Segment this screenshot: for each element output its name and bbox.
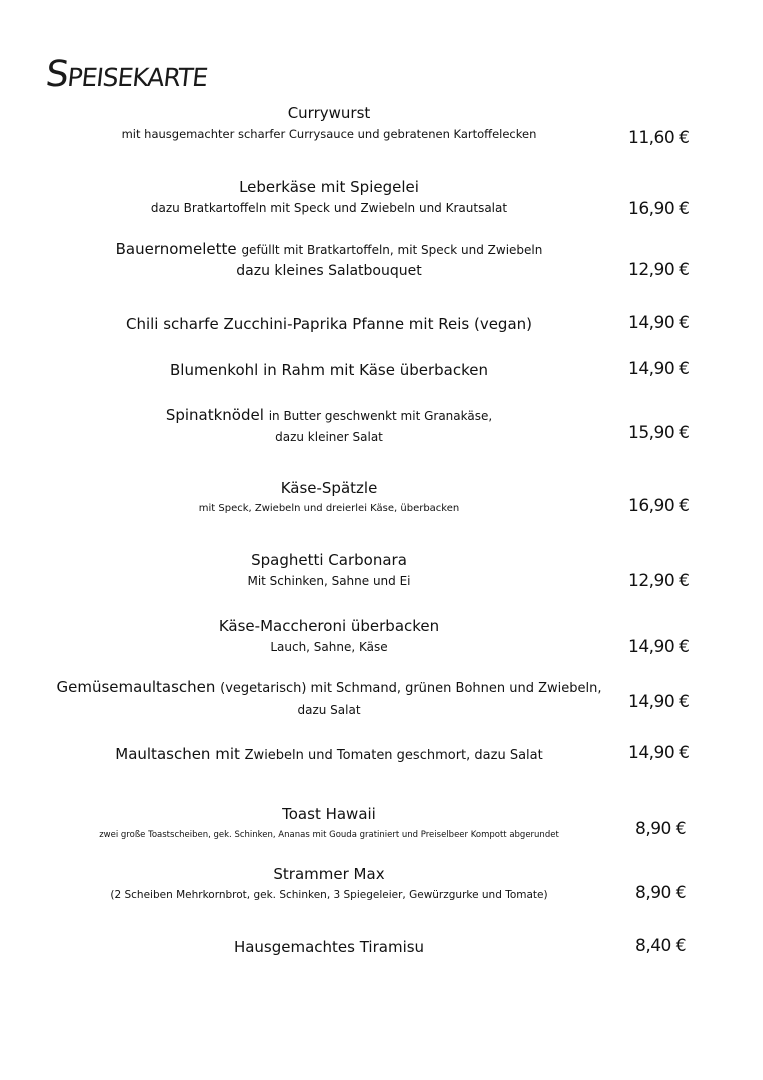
item-name: Gemüsemaultaschen <box>56 678 216 696</box>
item-name: Toast Hawaii <box>282 805 376 823</box>
item-name: Currywurst <box>287 104 371 122</box>
menu-item <box>40 936 618 958</box>
menu-item <box>40 743 618 767</box>
item-inline-description: gefüllt mit Bratkartoffeln, mit Speck und Zwiebeln <box>241 243 543 257</box>
item-description: dazu Salat <box>297 703 361 717</box>
item-name: Blumenkohl in Rahm mit Käse überbacken <box>170 361 488 379</box>
item-name: Bauernomelette <box>115 240 237 258</box>
item-price: 12,90 € <box>628 571 690 591</box>
item-name: Maultaschen mit <box>115 745 240 763</box>
item-price: 8,40 € <box>635 936 687 956</box>
item-price: 15,90 € <box>628 423 690 443</box>
item-description: Mit Schinken, Sahne und Ei <box>247 574 411 588</box>
item-name: Käse-Maccheroni überbacken <box>218 617 440 635</box>
menu-item <box>40 238 618 281</box>
item-description: mit Speck, Zwiebeln und dreierlei Käse, überbacken <box>198 503 460 514</box>
item-price: 8,90 € <box>635 883 687 903</box>
item-description: dazu kleines Salatbouquet <box>236 263 422 279</box>
menu-title: Speisekarte <box>43 54 210 95</box>
menu-item <box>40 313 618 335</box>
item-price: 14,90 € <box>628 743 690 763</box>
menu-item <box>40 176 618 218</box>
item-inline-description: in Butter geschwenkt mit Granakäse, <box>268 409 493 423</box>
item-name: Chili scharfe Zucchini-Paprika Pfanne mit Reis (vegan) <box>125 315 532 333</box>
item-price: 14,90 € <box>628 637 690 657</box>
item-description: zwei große Toastscheiben, gek. Schinken, Ananas mit Gouda gratiniert und Preiselbeer Kompott abgerundet <box>99 830 559 840</box>
item-name: Spinatknödel <box>165 406 264 424</box>
item-price: 12,90 € <box>628 260 690 280</box>
menu-item <box>30 676 628 720</box>
item-name: Hausgemachtes Tiramisu <box>233 938 425 956</box>
item-description: (2 Scheiben Mehrkornbrot, gek. Schinken, 3 Spiegeleier, Gewürzgurke und Tomate) <box>110 889 548 901</box>
menu-item <box>40 359 618 381</box>
item-name: Strammer Max <box>273 865 385 883</box>
menu-item <box>40 549 618 591</box>
menu-item <box>40 477 618 519</box>
item-price: 16,90 € <box>628 199 690 219</box>
item-description: dazu Bratkartoffeln mit Speck und Zwiebeln und Krautsalat <box>150 201 508 215</box>
item-price: 14,90 € <box>628 692 690 712</box>
menu-item <box>20 803 638 845</box>
item-inline-description: Zwiebeln und Tomaten geschmort, dazu Salat <box>244 748 543 763</box>
menu-item <box>40 102 618 144</box>
item-description: Lauch, Sahne, Käse <box>270 640 388 654</box>
item-price: 16,90 € <box>628 496 690 516</box>
item-price: 8,90 € <box>635 819 687 839</box>
menu-item <box>30 863 628 905</box>
item-description: dazu kleiner Salat <box>275 430 383 444</box>
item-inline-description: (vegetarisch) mit Schmand, grünen Bohnen und Zwiebeln, <box>220 681 602 696</box>
menu-item <box>40 404 618 447</box>
item-name: Spaghetti Carbonara <box>251 551 407 569</box>
item-name: Leberkäse mit Spiegelei <box>239 178 419 196</box>
menu-item <box>40 615 618 657</box>
item-description: mit hausgemachter scharfer Currysauce und gebratenen Kartoffelecken <box>121 127 537 141</box>
item-name: Käse-Spätzle <box>280 479 378 497</box>
item-price: 11,60 € <box>628 128 690 148</box>
item-price: 14,90 € <box>628 359 690 379</box>
item-price: 14,90 € <box>628 313 690 333</box>
